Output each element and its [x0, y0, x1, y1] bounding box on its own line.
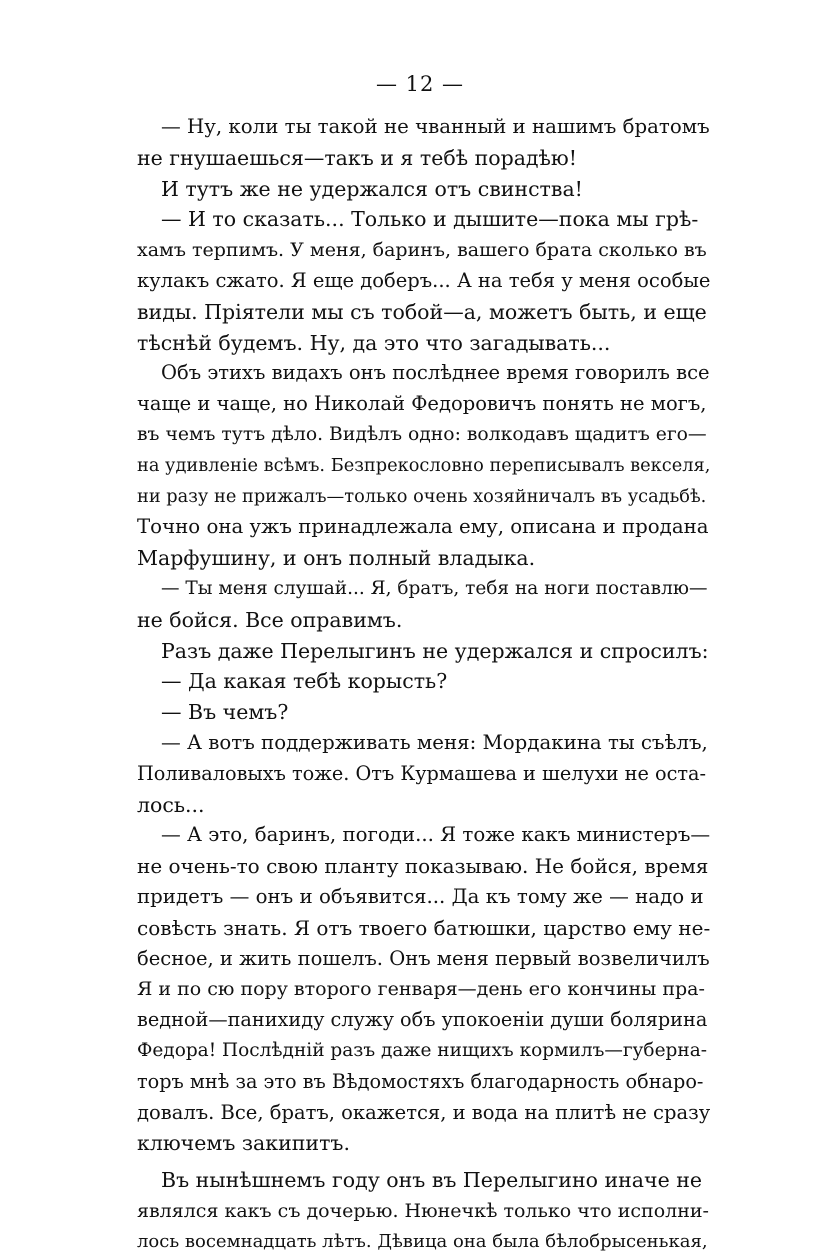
text-line: чаще и чаще, но Николай Федоровичъ понять не могъ, — [137, 392, 707, 416]
text-line: хамъ терпимъ. У меня, баринъ, вашего брата сколько въ — [137, 239, 707, 262]
text-line: Я и по сю пору второго генваря—день его кончины пра- — [137, 978, 705, 1001]
text-line: на удивленіе всѣмъ. Безпрекословно переписывалъ векселя, — [137, 455, 711, 476]
text-line: въ чемъ тутъ дѣло. Видѣлъ одно: волкодавъ щадитъ его— — [137, 423, 707, 445]
text-line: — Да какая тебѣ корысть? — [161, 669, 448, 694]
text-line: кулакъ сжато. Я еще доберъ... А на тебя у меня особые — [137, 268, 711, 292]
text-line: — А вотъ поддерживать меня: Мордакина ты съѣлъ, — [161, 730, 708, 754]
text-line: лось восемнадцать лѣтъ. Дѣвица она была бѣлобрысенькая, — [137, 1230, 708, 1252]
text-line: тѣснѣй будемъ. Ну, да это что загадывать... — [137, 330, 611, 355]
text-line: бесное, и жить пошелъ. Онъ меня первый возвеличилъ — [137, 946, 710, 970]
text-line: не бойся. Все оправимъ. — [137, 607, 403, 632]
text-line: И тутъ же не удержался отъ свинства! — [161, 176, 583, 201]
text-line: Въ нынѣшнемъ году онъ въ Перелыгино иначе не — [161, 1168, 703, 1193]
text-line: Поливаловыхъ тоже. Отъ Курмашева и шелухи не оста- — [137, 761, 706, 785]
text-line: торъ мнѣ за это въ Вѣдомостяхъ благодарность обнаро- — [137, 1069, 704, 1093]
text-line: — А это, баринъ, погоди... Я тоже какъ министеръ— — [161, 823, 711, 847]
text-line: ни разу не прижалъ—только очень хозяйничалъ въ усадьбѣ. — [137, 486, 707, 507]
text-line: Точно она ужъ принадлежала ему, описана и продана — [137, 515, 709, 539]
text-line: являлся какъ съ дочерью. Нюнечкѣ только что исполни- — [137, 1199, 709, 1222]
text-line: Марфушину, и онъ полный владыка. — [137, 546, 536, 571]
text-line: — Въ чемъ? — [161, 700, 289, 725]
text-line: совѣсть знать. Я отъ твоего батюшки, царство ему не- — [137, 915, 711, 940]
text-line: ведной—панихиду служу объ упокоеніи души болярина — [137, 1008, 708, 1032]
text-line: — Ты меня слушай... Я, братъ, тебя на ноги поставлю— — [161, 577, 708, 599]
text-line: довалъ. Все, братъ, окажется, и вода на плитѣ не сразу — [137, 1100, 711, 1124]
text-line: виды. Пріятели мы съ тобой—а, можетъ быть, и еще — [137, 299, 707, 324]
text-line: — Ну, коли ты такой не чванный и нашимъ братомъ — [161, 115, 710, 138]
text-line: Федора! Послѣдній разъ даже нищихъ кормилъ—губерна- — [137, 1039, 707, 1061]
body-text — [137, 112, 710, 1257]
text-line: не очень-то свою планту показываю. Не бойся, время — [137, 854, 709, 879]
text-line: ключемъ закипитъ. — [137, 1131, 350, 1156]
page-number: — 12 — — [375, 72, 465, 96]
text-line: Разъ даже Перелыгинъ не удержался и спросилъ: — [161, 638, 709, 663]
text-line: придетъ — онъ и объявится... Да къ тому же — надо и — [137, 884, 704, 908]
text-line: — И то сказать... Только и дышите—пока мы грѣ- — [161, 207, 699, 232]
text-line: лось... — [137, 792, 205, 817]
text-line: не гнушаешься—такъ и я тебѣ порадѣю! — [137, 145, 577, 170]
text-line: Объ этихъ видахъ онъ послѣднее время говорилъ все — [161, 361, 710, 385]
